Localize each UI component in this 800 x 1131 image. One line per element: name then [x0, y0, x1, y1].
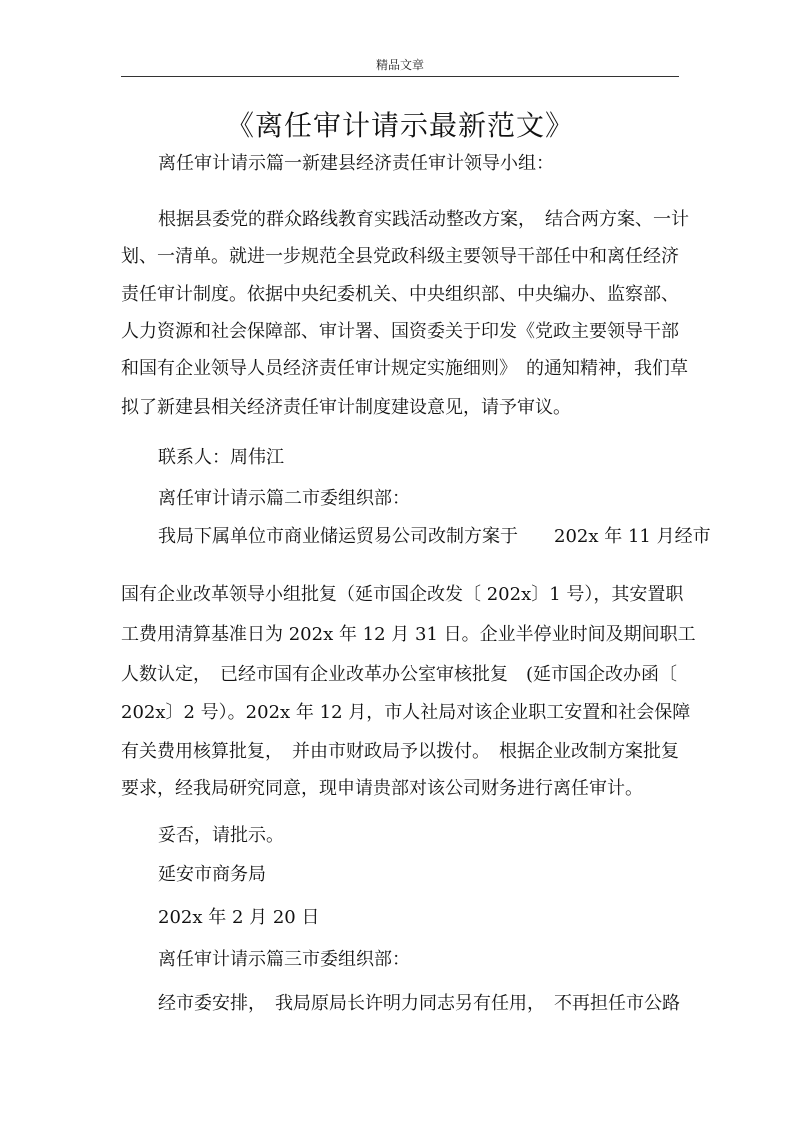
body-line-11: 国有企业改革领导小组批复（延市国企改发〔 202x〕1 号），其安置职 [121, 584, 684, 605]
body-line-16: 要求，经我局研究同意，现申请贵部对该公司财务进行离任审计。 [121, 778, 643, 799]
body-line-12: 工费用清算基准日为 202x 年 12 月 31 日。企业半停业时间及期间职工 [121, 624, 696, 645]
body-line-3: 划、一清单。就进一步规范全县党政科级主要领导干部任中和离任经济 [121, 246, 679, 267]
body-line-18: 延安市商务局 [158, 864, 266, 885]
body-line-10: 我局下属单位市商业储运贸易公司改制方案于 202x 年 11 月经市 [158, 526, 711, 547]
body-line-5: 人力资源和社会保障部、审计署、国资委关于印发《党政主要领导干部 [121, 321, 679, 342]
body-line-21: 经市委安排， 我局原局长许明力同志另有任用， 不再担任市公路 [158, 993, 680, 1014]
body-line-13: 人数认定， 已经市国有企业改革办公室审核批复 (延市国企改办函〔 [121, 664, 678, 685]
document-title: 《离任审计请示最新范文》 [225, 109, 574, 142]
body-line-2: 根据县委党的群众路线教育实践活动整改方案， 结合两方案、一计 [158, 209, 689, 230]
body-line-15: 有关费用核算批复， 并由市财政局予以拨付。 根据企业改制方案批复 [121, 741, 679, 762]
body-line-8: 联系人：周伟江 [158, 447, 284, 468]
body-line-17: 妥否，请批示。 [158, 825, 284, 846]
body-line-20: 离任审计请示篇三市委组织部： [158, 949, 410, 970]
body-line-14: 202x〕2 号）。202x 年 12 月，市人社局对该企业职工安置和社会保障 [121, 702, 691, 723]
body-line-6: 和国有企业领导人员经济责任审计规定实施细则》 的通知精神，我们草 [121, 358, 688, 379]
header-divider [121, 76, 679, 77]
body-line-7: 拟了新建县相关经济责任审计制度建设意见，请予审议。 [121, 397, 571, 418]
page-header-label: 精品文章 [375, 58, 424, 72]
body-line-1: 离任审计请示篇一新建县经济责任审计领导小组： [158, 153, 554, 174]
body-line-9: 离任审计请示篇二市委组织部： [158, 488, 410, 509]
body-line-4: 责任审计制度。依据中央纪委机关、中央组织部、中央编办、监察部、 [121, 284, 679, 305]
body-line-19: 202x 年 2 月 20 日 [158, 907, 320, 928]
